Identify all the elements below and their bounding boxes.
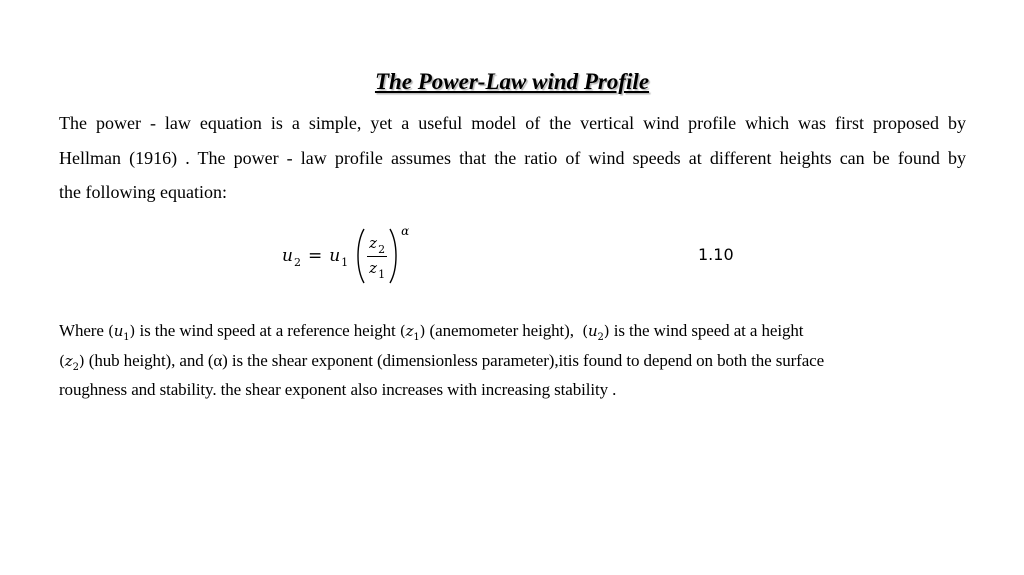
symbol-u1: $(u_1)$ [107, 322, 136, 343]
intro-line-1: The power - law equation is a simple, yet a useful model of the vertical wind profile which was first proposed by [59, 113, 966, 133]
where-line-1: Where $(u_1)$ is the wind speed at a reference height $(z_1)$ (anemometer height), $(u_2)$ is the wind speed at a height [59, 321, 804, 343]
height-ratio-fraction [367, 233, 387, 280]
where-line-2: $(z_2)$ (hub height), and (α) is the shear exponent (dimensionless parameter),itis found to depend on both the surface [59, 350, 825, 373]
equation-exponent: α [401, 224, 410, 238]
where-line-3: roughness and stability. the shear exponent also increases with increasing stability . [59, 380, 617, 399]
left-paren-icon [354, 227, 366, 285]
intro-paragraph [59, 106, 966, 210]
fraction-denominator: $z_1$ [369, 258, 386, 281]
intro-line-2: Hellman (1916) . The power - law profile assumes that the ratio of wind speeds at different heights can be found by [59, 147, 966, 168]
right-paren-icon [388, 227, 400, 285]
symbol-u2: $(u_2)$ [582, 322, 610, 343]
equation-number: 1.10 [698, 245, 734, 264]
symbol-z2: $(z_2)$ [59, 351, 85, 373]
equation-lhs: $u_2$ [282, 246, 301, 269]
fraction-numerator: $z_2$ [369, 233, 386, 256]
equals-sign: = [307, 246, 323, 266]
where-paragraph [59, 318, 989, 404]
equation-rhs-factor: $u_1$ [329, 246, 349, 269]
symbol-z1: $(z_1)$ [399, 322, 426, 343]
slide-title: The Power-Law wind Profile [374, 69, 650, 94]
intro-line-3: the following equation: [59, 182, 227, 202]
power-law-equation [282, 224, 409, 288]
